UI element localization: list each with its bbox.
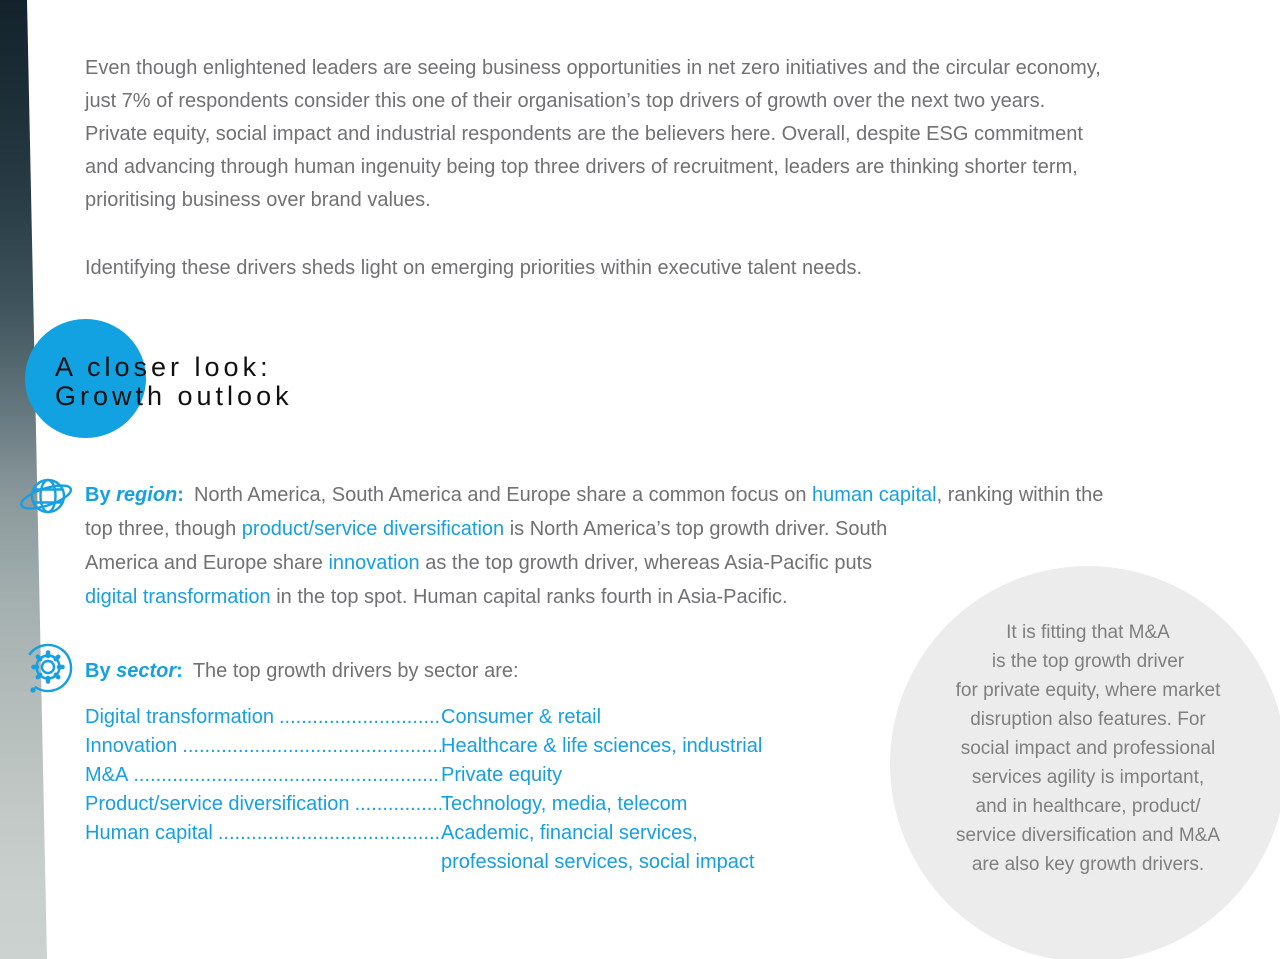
note-line: services agility is important, [971,767,1205,788]
heading-line-1: A closer look: [55,352,272,382]
colon: : [176,660,183,682]
sector-value: Technology, media, telecom [441,793,688,815]
by-label: By [85,660,111,682]
dot-leader [279,703,441,732]
paragraph-line: By region: North America, South America and Europe share a common focus on human capital, ranking within the [85,484,1104,506]
sector-value: Healthcare & life sciences, industrial [441,735,763,757]
driver-label: Digital transformation [85,706,274,728]
list-row [85,761,793,790]
list-row [85,732,793,761]
note-line: It is fitting that M&A [1006,622,1170,643]
paragraph-line: prioritising business over brand values. [85,189,431,211]
gear-icon [17,638,77,698]
highlight-human-capital: human capital [812,484,937,506]
region-paragraph [85,478,1103,614]
sector-value: Consumer & retail [441,706,602,728]
paragraph-line: America and Europe share innovation as the top growth driver, whereas Asia-Pacific puts [85,552,873,574]
section-heading [55,353,293,411]
paragraph-line: By sector: The top growth drivers by sector are: [85,660,519,682]
highlight-innovation: innovation [328,552,420,574]
paragraph-line: Even though enlightened leaders are seeing business opportunities in net zero initiatives and the circular economy, [85,57,1101,79]
colon: : [177,484,184,506]
note-line: are also key growth drivers. [971,854,1205,875]
by-label: By [85,484,111,506]
sector-value: Private equity [441,764,563,786]
paragraph-line: top three, though product/service diversification is North America’s top growth driver. South [85,518,888,540]
list-row [85,790,793,819]
note-line: service diversification and M&A [956,825,1220,846]
driver-label: Human capital [85,822,213,844]
sector-value: Academic, financial services, professional services, social impact [441,822,755,873]
note-line: disruption also features. For [970,709,1206,730]
note-circle-text [905,618,1271,879]
paragraph-line: and advancing through human ingenuity being top three drivers of recruitment, leaders are thinking shorter term, [85,156,1078,178]
highlight-product-service-diversification: product/service diversification [241,518,505,540]
paragraph-line: digital transformation in the top spot. Human capital ranks fourth in Asia-Pacific. [85,586,788,608]
sector-word: sector [116,660,177,682]
driver-label: M&A [85,764,129,786]
list-row [85,703,793,732]
paragraph-line: Private equity, social impact and industrial respondents are the believers here. Overall, despite ESG commitment [85,123,1083,145]
dot-leader [182,732,441,761]
note-line: is the top growth driver [991,651,1185,672]
dot-leader [355,790,441,819]
highlight-digital-transformation: digital transformation [85,586,271,608]
sector-intro [85,655,519,688]
driver-label: Product/service diversification [85,793,350,815]
intro-paragraph [85,52,1101,217]
dot-leader [133,761,441,790]
paragraph-line: Identifying these drivers sheds light on emerging priorities within executive talent needs. [85,257,863,279]
note-line: social impact and professional [960,738,1216,759]
paragraph-line: just 7% of respondents consider this one of their organisation’s top drivers of growth over the next two years. [85,90,1046,112]
list-row [85,819,793,877]
note-line: and in healthcare, product/ [975,796,1201,817]
heading-line-2: Growth outlook [55,381,293,411]
note-line: for private equity, where market [955,680,1221,701]
globe-orbit-icon [17,471,75,525]
region-word: region [116,484,178,506]
summary-paragraph [85,252,862,285]
driver-label: Innovation [85,735,178,757]
sector-list [85,703,793,877]
dot-leader [218,819,441,848]
